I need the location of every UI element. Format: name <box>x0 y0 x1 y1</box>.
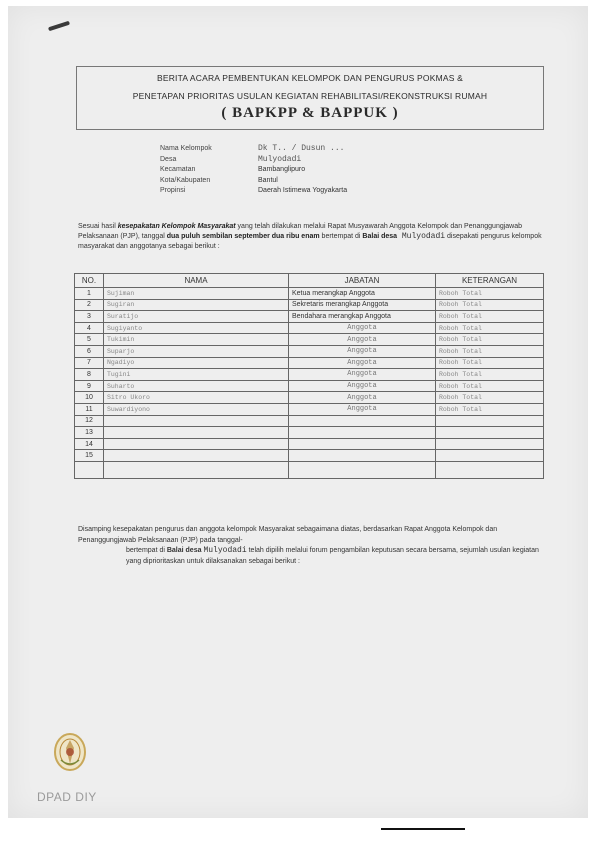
cell-jabatan: Anggota <box>289 322 436 334</box>
header-no: NO. <box>75 274 104 288</box>
cell-nama: Suharto <box>104 380 289 392</box>
cell-nama: Tugini <box>104 369 289 381</box>
cell-jabatan: Anggota <box>289 357 436 369</box>
para-typed: Mulyodadi <box>397 232 446 241</box>
cell-no: 4 <box>75 322 104 334</box>
cell-nama <box>104 415 289 427</box>
cell-nama: Ngadiyo <box>104 357 289 369</box>
bottom-rule <box>381 828 465 830</box>
cell-no: 3 <box>75 311 104 323</box>
cell-jabatan: Anggota <box>289 345 436 357</box>
table-row <box>75 392 544 404</box>
cell-no: 12 <box>75 415 104 427</box>
cell-jabatan <box>289 450 436 462</box>
cell-no: 8 <box>75 369 104 381</box>
cell-no: 9 <box>75 380 104 392</box>
identity-row <box>160 176 347 187</box>
cell-no: 2 <box>75 299 104 311</box>
cell-keterangan <box>436 415 544 427</box>
table-row <box>75 438 544 450</box>
table-row <box>75 357 544 369</box>
identity-value: Mulyodadi <box>258 154 302 164</box>
cell-no <box>75 461 104 478</box>
cell-no: 14 <box>75 438 104 450</box>
cell-jabatan <box>289 461 436 478</box>
cell-keterangan: Roboh Total <box>436 357 544 369</box>
cell-no: 11 <box>75 403 104 415</box>
identity-label: Kecamatan <box>160 166 196 173</box>
para-bold: dua puluh sembilan september dua ribu enam <box>166 233 320 240</box>
identity-value: Bambanglipuro <box>258 166 306 173</box>
table-row <box>75 334 544 346</box>
cell-nama: Sugiyanto <box>104 322 289 334</box>
header-jabatan: JABATAN <box>289 274 436 288</box>
archive-seal-icon <box>50 730 90 776</box>
identity-row <box>160 186 347 197</box>
table-header-row <box>75 274 544 288</box>
identity-row <box>160 165 347 176</box>
identity-label: Desa <box>160 155 177 163</box>
table-row <box>75 403 544 415</box>
group-identity <box>160 144 347 197</box>
cell-nama: Tukimin <box>104 334 289 346</box>
cell-keterangan: Roboh Total <box>436 299 544 311</box>
cell-nama: Sitro Ukoro <box>104 392 289 404</box>
table-row <box>75 299 544 311</box>
para-text: bertempat di <box>126 547 167 554</box>
cell-jabatan: Anggota <box>289 403 436 415</box>
para-bold: Balai desa <box>362 233 398 240</box>
table-row <box>75 380 544 392</box>
cell-nama: Suwardiyono <box>104 403 289 415</box>
table-row <box>75 427 544 439</box>
cell-keterangan <box>436 427 544 439</box>
para-text: telah dipilih melalui forum pengambilan keputusan secara bersama, sejumlah usulan kegiatan yang diprioritaskan untuk dilaksanakan sebagai berikut : <box>126 547 539 565</box>
cell-keterangan: Roboh Total <box>436 380 544 392</box>
table-row <box>75 311 544 323</box>
table-row <box>75 322 544 334</box>
cell-keterangan: Roboh Total <box>436 345 544 357</box>
table-row <box>75 450 544 462</box>
cell-nama <box>104 427 289 439</box>
cell-nama: Sugiran <box>104 299 289 311</box>
identity-row <box>160 155 347 166</box>
cell-jabatan <box>289 438 436 450</box>
cell-nama <box>104 461 289 478</box>
title-line-1: BERITA ACARA PEMBENTUKAN KELOMPOK DAN PENGURUS POKMAS & <box>156 73 464 83</box>
cell-jabatan: Bendahara merangkap Anggota <box>289 311 436 323</box>
cell-jabatan: Anggota <box>289 334 436 346</box>
identity-row <box>160 144 347 155</box>
para-text: yang telah dilakukan melalui Rapat Musyawarah Anggota Kelompok dan Penanggungjawab Pelaksanaan (PJP), tanggal <box>78 223 523 240</box>
cell-jabatan: Anggota <box>289 369 436 381</box>
watermark-text: DPAD DIY <box>37 790 97 804</box>
members-table <box>74 273 544 479</box>
agreement-paragraph <box>78 222 546 252</box>
para2-line1: Disamping kesepakatan pengurus dan anggota kelompok Masyarakat sebagaimana diatas, berdasarkan Rapat Anggota Kelompok dan Penanggungjawab Pelaksanaan (PJP) pada tanggal- <box>78 526 498 544</box>
cell-nama: Sujiman <box>104 288 289 300</box>
cell-no: 6 <box>75 345 104 357</box>
identity-value: Bantul <box>258 176 278 184</box>
cell-no: 1 <box>75 288 104 300</box>
para-bold: Balai desa <box>166 547 202 554</box>
cell-nama <box>104 450 289 462</box>
cell-jabatan: Ketua merangkap Anggota <box>289 288 436 300</box>
cell-no: 13 <box>75 427 104 439</box>
table-row <box>75 369 544 381</box>
cell-jabatan <box>289 415 436 427</box>
cell-keterangan: Roboh Total <box>436 322 544 334</box>
cell-no: 5 <box>75 334 104 346</box>
para-text: bertempat di <box>319 233 363 240</box>
priority-paragraph <box>78 525 548 567</box>
cell-jabatan <box>289 427 436 439</box>
cell-keterangan: Roboh Total <box>436 334 544 346</box>
identity-label: Kota/Kabupaten <box>160 176 211 184</box>
cell-jabatan: Anggota <box>289 380 436 392</box>
title-line-3: ( BAPKPP & BAPPUK ) <box>221 105 399 121</box>
cell-jabatan: Sekretaris merangkap Anggota <box>289 299 436 311</box>
cell-no: 15 <box>75 450 104 462</box>
cell-keterangan <box>436 438 544 450</box>
cell-nama <box>104 438 289 450</box>
para-typed: Mulyodadi <box>203 546 247 555</box>
cell-keterangan: Roboh Total <box>436 369 544 381</box>
cell-keterangan: Roboh Total <box>436 403 544 415</box>
table-row <box>75 461 544 478</box>
table-row <box>75 288 544 300</box>
title-box <box>76 66 544 130</box>
para-bold: kesepakatan Kelompok Masyarakat <box>117 223 236 230</box>
cell-no: 10 <box>75 392 104 404</box>
cell-keterangan: Roboh Total <box>436 288 544 300</box>
cell-nama: Suratijo <box>104 311 289 323</box>
table-row <box>75 345 544 357</box>
cell-jabatan: Anggota <box>289 392 436 404</box>
identity-label: Propinsi <box>160 187 186 194</box>
header-keterangan: KETERANGAN <box>436 274 544 288</box>
identity-label: Nama Kelompok <box>160 145 212 152</box>
header-nama: NAMA <box>104 274 289 288</box>
identity-value: Dk T.. / Dusun ... <box>258 144 345 153</box>
cell-keterangan <box>436 461 544 478</box>
cell-keterangan: Roboh Total <box>436 311 544 323</box>
cell-keterangan <box>436 450 544 462</box>
para2-line2 <box>78 546 548 567</box>
cell-keterangan: Roboh Total <box>436 392 544 404</box>
para-text: disepakati pengurus kelompok masyarakat dan anggotanya sebagai berikut : <box>78 233 542 250</box>
table-row <box>75 415 544 427</box>
identity-value: Daerah Istimewa Yogyakarta <box>258 187 348 194</box>
para-text: Sesuai hasil <box>78 223 118 230</box>
title-line-2: PENETAPAN PRIORITAS USULAN KEGIATAN REHABILITASI/REKONSTRUKSI RUMAH <box>132 91 488 101</box>
cell-no: 7 <box>75 357 104 369</box>
cell-nama: Suparjo <box>104 345 289 357</box>
